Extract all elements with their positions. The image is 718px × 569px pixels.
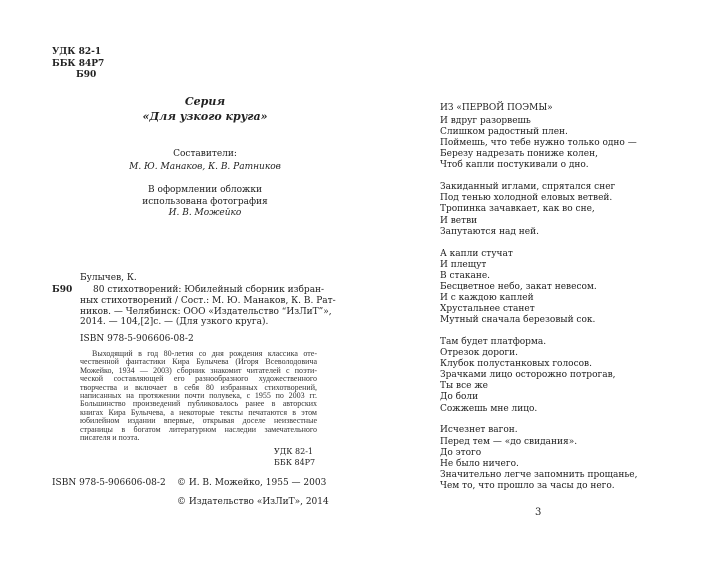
stanza <box>440 337 637 415</box>
biblio-line: 2014. — 104,[2]с. — (Для узкого круга). <box>80 317 269 328</box>
stanza <box>440 249 637 327</box>
poem <box>440 116 637 503</box>
page-number: 3 <box>535 507 542 518</box>
annotation-line: ческой составляющей его разнообразного художественного <box>80 374 317 384</box>
series-name: «Для узкого круга» <box>142 110 268 123</box>
udk-code: УДК 82-1 <box>52 47 102 57</box>
isbn-bottom: ISBN 978-5-906606-08-2 <box>52 478 166 488</box>
annotation-line: творчества и включает в себя 80 избранных стихотворений, <box>80 382 317 392</box>
cover-line: В оформлении обложки <box>148 185 262 195</box>
annotation-line: написанных на протяжении почти полувека, с 1955 по 2003 гг. <box>80 391 317 401</box>
poem-line: Чем то, что прошло за часы до него. <box>440 480 615 491</box>
stanza <box>440 425 637 492</box>
bibliographic-entry <box>80 285 336 328</box>
author-heading: Булычев, К. <box>80 273 137 283</box>
annotation-line: Можейко, 1934 — 2003) сборник знакомит читателей с поэти- <box>80 365 317 375</box>
cover-line: использована фотография <box>142 197 268 207</box>
compilers: М. Ю. Манаков, К. В. Ратников <box>129 162 281 172</box>
biblio-line: 80 стихотворений: Юбилейный сборник избран- <box>93 285 325 295</box>
poem-line: До боли <box>440 392 479 403</box>
poem-line: Сожжешь мне лицо. <box>440 403 538 414</box>
poem-line: А капли стучат <box>440 248 513 259</box>
poem-line: И вдруг разорвешь <box>440 116 531 126</box>
annotation-line: страницы в богатом литературном наследии замечательного <box>80 424 317 434</box>
poem-line: Запутаются над ней. <box>440 226 539 237</box>
copyright-publisher: © Издательство «ИзЛиТ», 2014 <box>177 497 329 507</box>
poem-line: В стакане. <box>440 270 491 281</box>
poem-line: Исчезнет вагон. <box>440 425 518 436</box>
stanza <box>440 182 637 237</box>
poem-line: Значительно легче запомнить прощанье, <box>440 469 638 480</box>
poem-line: Поймешь, что тебе нужно только одно — <box>440 138 637 149</box>
poem-line: Зрачками лицо осторожно потрогав, <box>440 370 616 381</box>
poem-line: Отрезок дороги. <box>440 348 518 359</box>
poem-line: Хрустальнее станет <box>440 304 535 314</box>
author-sign: Б90 <box>76 70 97 80</box>
author-sign-2: Б90 <box>52 285 73 295</box>
compilers-label: Составители: <box>173 149 237 159</box>
poem-line: Чтоб капли постукивали о дно. <box>440 160 589 171</box>
biblio-line: ников. — Челябинск: ООО «Издательство “ИзЛиТ”», <box>80 306 332 317</box>
poem-line: Бесцветное небо, закат невесом. <box>440 281 597 292</box>
biblio-line: ных стихотворений / Сост.: М. Ю. Манаков, К. В. Рат- <box>80 295 336 306</box>
poem-line: Перед тем — «до свидания». <box>440 436 578 447</box>
series-label: Серия <box>184 95 226 108</box>
photographer: И. В. Можейко <box>168 208 242 218</box>
annotation-line: юбилейном издании впервые, открывая доселе неизвестные <box>80 416 317 426</box>
stanza <box>440 116 637 171</box>
isbn: ISBN 978-5-906606-08-2 <box>80 334 194 344</box>
udk-code-2: УДК 82-1 <box>274 447 313 456</box>
poem-line: Не было ничего. <box>440 458 519 469</box>
poem-line: Там будет платформа. <box>440 336 547 347</box>
bbk-code: ББК 84Р7 <box>52 59 105 69</box>
annotation-line: книгах Кира Булычева, а некоторые тексты печатаются в этом <box>80 407 317 417</box>
poem-line: Слишком радостный плен. <box>440 127 568 138</box>
poem-line: И с каждою каплей <box>440 292 534 303</box>
bbk-code-2: ББК 84Р7 <box>274 458 316 467</box>
poem-line: Ты все же <box>440 381 488 392</box>
poem-line: Под тенью холодной еловых ветвей. <box>440 193 613 204</box>
annotation-line: писателя и поэта. <box>80 433 140 443</box>
poem-heading: ИЗ «ПЕРВОЙ ПОЭМЫ» <box>440 103 553 113</box>
poem-line: И ветви <box>440 215 478 226</box>
poem-line: До этого <box>440 447 482 458</box>
poem-line: Закиданный иглами, спрятался снег <box>440 182 616 193</box>
poem-line: Клубок полустанковых голосов. <box>440 359 592 370</box>
annotation <box>80 350 317 442</box>
annotation-line: Большинство произведений публиковалось ранее в авторских <box>80 399 317 409</box>
poem-line: Мутный сначала березовый сок. <box>440 315 596 326</box>
annotation-line: Выходящий в год 80-летия со дня рождения классика оте- <box>92 349 317 358</box>
copyright-author: © И. В. Можейко, 1955 — 2003 <box>177 478 327 488</box>
poem-line: Березу надрезать пониже колен, <box>440 149 598 160</box>
poem-line: Тропинка зачавкает, как во сне, <box>440 204 595 215</box>
poem-line: И плещут <box>440 259 487 270</box>
annotation-line: чественной фантастики Кира Булычева (Игоря Всеволодовича <box>80 357 317 367</box>
